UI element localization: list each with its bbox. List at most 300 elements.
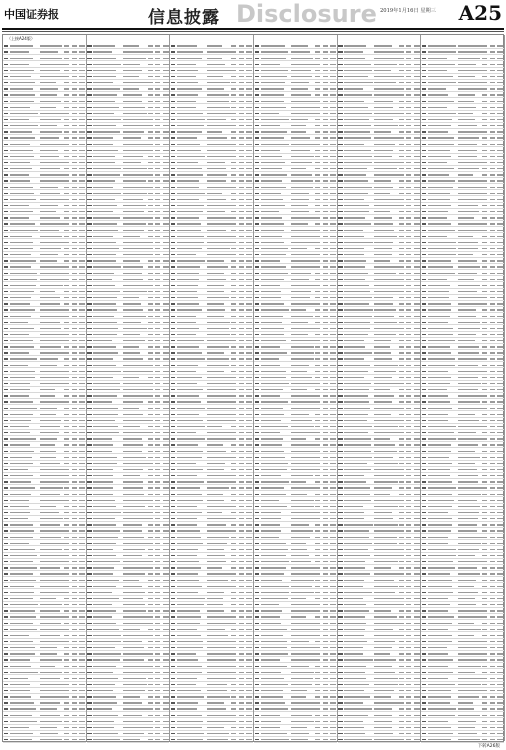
table-cell (163, 279, 169, 280)
table-cell (482, 573, 487, 574)
table-cell (239, 444, 244, 445)
table-cell (239, 131, 244, 132)
table-cell (10, 629, 37, 630)
table-cell (155, 371, 160, 372)
table-cell (428, 715, 455, 716)
table-cell (323, 487, 328, 488)
table-cell (428, 187, 453, 188)
table-cell (40, 285, 64, 286)
table-cell (338, 580, 342, 581)
table-cell (482, 610, 487, 611)
table-cell (338, 260, 342, 261)
table-cell (231, 285, 236, 286)
table-cell (490, 549, 495, 550)
table-cell (4, 334, 8, 335)
table-cell (171, 518, 175, 519)
table-cell (422, 512, 426, 513)
table-cell (123, 518, 148, 519)
table-cell (148, 635, 153, 636)
table-cell (482, 223, 487, 224)
table-cell (64, 598, 69, 599)
table-cell (40, 414, 56, 415)
table-cell (79, 641, 85, 642)
table-cell (64, 481, 69, 482)
table-cell (428, 696, 451, 697)
table-cell (163, 635, 169, 636)
table-cell (171, 512, 175, 513)
table-cell (123, 426, 140, 427)
table-cell (315, 733, 320, 734)
table-cell (4, 131, 8, 132)
table-cell (155, 604, 160, 605)
table-cell (406, 58, 411, 59)
table-cell (399, 727, 404, 728)
table-cell (315, 487, 320, 488)
table-cell (4, 162, 8, 163)
table-cell (315, 494, 320, 495)
table-cell (323, 346, 328, 347)
table-cell (344, 592, 371, 593)
table-cell (79, 592, 85, 593)
table-cell (490, 236, 495, 237)
table-cell (10, 156, 34, 157)
table-cell (482, 371, 487, 372)
table-cell (261, 610, 282, 611)
table-cell (4, 230, 8, 231)
table-cell (231, 586, 236, 587)
table-cell (4, 475, 8, 476)
table-cell (79, 137, 85, 138)
table-cell (490, 291, 495, 292)
table-cell (72, 432, 77, 433)
table-cell (315, 696, 320, 697)
table-cell (315, 64, 320, 65)
table-cell (330, 346, 336, 347)
table-cell (10, 420, 31, 421)
table-cell (40, 684, 64, 685)
table-cell (497, 291, 503, 292)
table-cell (239, 420, 244, 421)
table-cell (72, 635, 77, 636)
table-cell (330, 481, 336, 482)
table-cell (323, 530, 328, 531)
table-cell (231, 610, 236, 611)
table-cell (338, 690, 342, 691)
table-cell (4, 236, 8, 237)
table-cell (177, 469, 203, 470)
table-cell (399, 291, 404, 292)
table-cell (163, 518, 169, 519)
table-cell (163, 592, 169, 593)
table-cell (87, 561, 91, 562)
table-cell (374, 260, 390, 261)
table-cell (482, 107, 487, 108)
table-cell (497, 702, 503, 703)
table-cell (123, 328, 147, 329)
table-cell (207, 125, 231, 126)
table-cell (148, 696, 153, 697)
table-cell (374, 156, 392, 157)
table-cell (72, 543, 77, 544)
table-cell (458, 119, 475, 120)
table-cell (171, 156, 175, 157)
table-cell (64, 101, 69, 102)
table-cell (255, 426, 259, 427)
table-cell (291, 727, 307, 728)
table-cell (163, 144, 169, 145)
table-cell (246, 580, 252, 581)
table-cell (458, 389, 478, 390)
table-cell (72, 420, 77, 421)
table-cell (338, 530, 342, 531)
table-cell (207, 506, 233, 507)
table-cell (255, 64, 259, 65)
table-cell (482, 586, 487, 587)
table-cell (330, 236, 336, 237)
table-cell (255, 432, 259, 433)
table-cell (344, 426, 372, 427)
table-cell (10, 193, 34, 194)
table-cell (123, 377, 138, 378)
table-cell (374, 113, 399, 114)
table-cell (330, 494, 336, 495)
table-cell (482, 653, 487, 654)
table-cell (374, 420, 399, 421)
table-cell (414, 426, 420, 427)
table-cell (87, 487, 91, 488)
table-cell (428, 217, 447, 218)
table-cell (246, 340, 252, 341)
table-cell (261, 524, 280, 525)
table-cell (155, 94, 160, 95)
table-cell (482, 481, 487, 482)
table-cell (422, 64, 426, 65)
table-cell (4, 309, 8, 310)
table-cell (246, 408, 252, 409)
table-cell (239, 358, 244, 359)
table-cell (177, 334, 196, 335)
table-cell (239, 340, 244, 341)
table-cell (93, 623, 116, 624)
table-cell (497, 444, 503, 445)
table-cell (261, 266, 286, 267)
table-cell (87, 365, 91, 366)
table-cell (171, 180, 175, 181)
table-cell (10, 174, 29, 175)
table-cell (338, 561, 342, 562)
table-cell (399, 82, 404, 83)
table-cell (338, 297, 342, 298)
table-cell (123, 76, 138, 77)
table-cell (374, 297, 392, 298)
table-cell (414, 494, 420, 495)
table-cell (261, 205, 286, 206)
table-cell (231, 721, 236, 722)
table-cell (497, 76, 503, 77)
table-cell (497, 580, 503, 581)
table-cell (458, 702, 473, 703)
table-cell (239, 469, 244, 470)
table-cell (323, 451, 328, 452)
table-cell (261, 180, 282, 181)
table-cell (93, 469, 112, 470)
table-cell (497, 592, 503, 593)
table-cell (93, 457, 116, 458)
table-cell (155, 150, 160, 151)
table-cell (163, 444, 169, 445)
table-cell (155, 494, 160, 495)
table-cell (72, 352, 77, 353)
table-cell (148, 438, 153, 439)
table-cell (374, 721, 392, 722)
table-cell (163, 266, 169, 267)
table-cell (344, 260, 366, 261)
table-cell (87, 346, 91, 347)
table-cell (497, 168, 503, 169)
table-cell (344, 457, 371, 458)
table-cell (231, 506, 236, 507)
table-cell (497, 586, 503, 587)
table-cell (79, 457, 85, 458)
table-cell (323, 573, 328, 574)
table-cell (207, 260, 224, 261)
table-cell (4, 279, 8, 280)
table-cell (490, 285, 495, 286)
table-cell (458, 721, 476, 722)
table-cell (155, 659, 160, 660)
table-cell (163, 438, 169, 439)
table-cell (490, 653, 495, 654)
table-cell (123, 647, 143, 648)
table-cell (490, 672, 495, 673)
table-cell (87, 279, 91, 280)
table-cell (171, 506, 175, 507)
table-cell (490, 610, 495, 611)
table-cell (458, 653, 482, 654)
table-cell (246, 58, 252, 59)
table-cell (171, 641, 175, 642)
table-cell (123, 223, 145, 224)
table-cell (422, 530, 426, 531)
table-cell (291, 573, 317, 574)
table-cell (79, 702, 85, 703)
table-cell (4, 555, 8, 556)
table-cell (64, 684, 69, 685)
table-cell (79, 119, 85, 120)
table-cell (497, 144, 503, 145)
table-column (338, 35, 422, 741)
table-cell (207, 266, 228, 267)
table-cell (177, 659, 198, 660)
table-cell (171, 690, 175, 691)
table-cell (422, 242, 426, 243)
table-cell (422, 316, 426, 317)
table-cell (374, 659, 396, 660)
table-cell (231, 487, 236, 488)
table-cell (406, 475, 411, 476)
table-cell (246, 592, 252, 593)
table-cell (171, 604, 175, 605)
table-cell (330, 297, 336, 298)
table-cell (497, 107, 503, 108)
table-cell (171, 420, 175, 421)
table-cell (399, 107, 404, 108)
table-cell (4, 358, 8, 359)
table-cell (406, 45, 411, 46)
table-cell (490, 70, 495, 71)
table-cell (344, 187, 371, 188)
table-cell (482, 494, 487, 495)
table-cell (155, 518, 160, 519)
table-cell (64, 678, 69, 679)
table-cell (497, 432, 503, 433)
table-cell (64, 506, 69, 507)
table-cell (291, 672, 314, 673)
table-cell (207, 309, 224, 310)
table-cell (177, 561, 199, 562)
table-cell (374, 248, 391, 249)
table-cell (231, 199, 236, 200)
table-cell (40, 444, 55, 445)
table-cell (422, 555, 426, 556)
table-cell (458, 377, 478, 378)
table-cell (458, 168, 479, 169)
table-cell (93, 334, 116, 335)
table-cell (93, 119, 120, 120)
table-cell (323, 377, 328, 378)
table-cell (490, 659, 495, 660)
table-cell (207, 383, 233, 384)
table-cell (291, 518, 318, 519)
table-cell (422, 377, 426, 378)
table-cell (207, 131, 222, 132)
table-cell (155, 266, 160, 267)
table-cell (399, 113, 404, 114)
table-cell (422, 604, 426, 605)
table-cell (163, 137, 169, 138)
table-cell (255, 500, 259, 501)
table-cell (330, 76, 336, 77)
table-cell (64, 690, 69, 691)
table-cell (497, 616, 503, 617)
table-cell (171, 125, 175, 126)
table-cell (428, 340, 454, 341)
table-cell (246, 297, 252, 298)
table-cell (239, 51, 244, 52)
table-cell (155, 230, 160, 231)
table-cell (239, 451, 244, 452)
table-cell (497, 506, 503, 507)
table-cell (323, 260, 328, 261)
table-cell (155, 144, 160, 145)
table-cell (239, 408, 244, 409)
table-cell (374, 432, 399, 433)
table-cell (330, 248, 336, 249)
table-cell (374, 629, 393, 630)
table-cell (10, 119, 30, 120)
table-cell (87, 537, 91, 538)
table-cell (490, 156, 495, 157)
table-cell (171, 647, 175, 648)
table-cell (10, 426, 29, 427)
table-cell (422, 346, 426, 347)
table-cell (239, 512, 244, 513)
table-cell (428, 144, 454, 145)
table-cell (374, 230, 394, 231)
table-cell (261, 254, 287, 255)
table-cell (482, 187, 487, 188)
table-cell (4, 561, 8, 562)
table-cell (344, 494, 370, 495)
table-cell (123, 408, 139, 409)
table-cell (79, 715, 85, 716)
table-cell (148, 82, 153, 83)
table-cell (497, 248, 503, 249)
table-cell (422, 383, 426, 384)
table-cell (399, 641, 404, 642)
table-cell (344, 199, 364, 200)
table-cell (261, 537, 280, 538)
table-cell (239, 684, 244, 685)
table-cell (330, 573, 336, 574)
table-cell (255, 101, 259, 102)
table-cell (482, 549, 487, 550)
table-cell (246, 223, 252, 224)
table-cell (10, 432, 31, 433)
table-cell (72, 358, 77, 359)
table-cell (246, 291, 252, 292)
table-cell (10, 137, 35, 138)
table-cell (338, 721, 342, 722)
table-cell (148, 598, 153, 599)
table-cell (422, 635, 426, 636)
table-cell (323, 340, 328, 341)
table-cell (148, 316, 153, 317)
table-cell (490, 586, 495, 587)
table-cell (261, 340, 286, 341)
table-cell (406, 653, 411, 654)
table-cell (406, 346, 411, 347)
table-cell (40, 260, 57, 261)
table-cell (177, 463, 196, 464)
table-cell (458, 530, 477, 531)
table-cell (40, 512, 59, 513)
table-cell (497, 230, 503, 231)
table-cell (239, 586, 244, 587)
table-cell (79, 291, 85, 292)
table-cell (93, 187, 113, 188)
table-cell (177, 702, 198, 703)
table-cell (428, 101, 454, 102)
table-cell (497, 414, 503, 415)
table-cell (422, 94, 426, 95)
table-cell (87, 107, 91, 108)
table-cell (490, 303, 495, 304)
table-cell (344, 641, 367, 642)
table-cell (422, 365, 426, 366)
table-cell (231, 549, 236, 550)
table-cell (344, 352, 371, 353)
table-cell (315, 524, 320, 525)
table-cell (239, 727, 244, 728)
table-cell (497, 254, 503, 255)
table-cell (177, 217, 199, 218)
table-cell (255, 518, 259, 519)
table-cell (482, 457, 487, 458)
table-cell (315, 463, 320, 464)
table-cell (64, 150, 69, 151)
table-cell (72, 530, 77, 531)
